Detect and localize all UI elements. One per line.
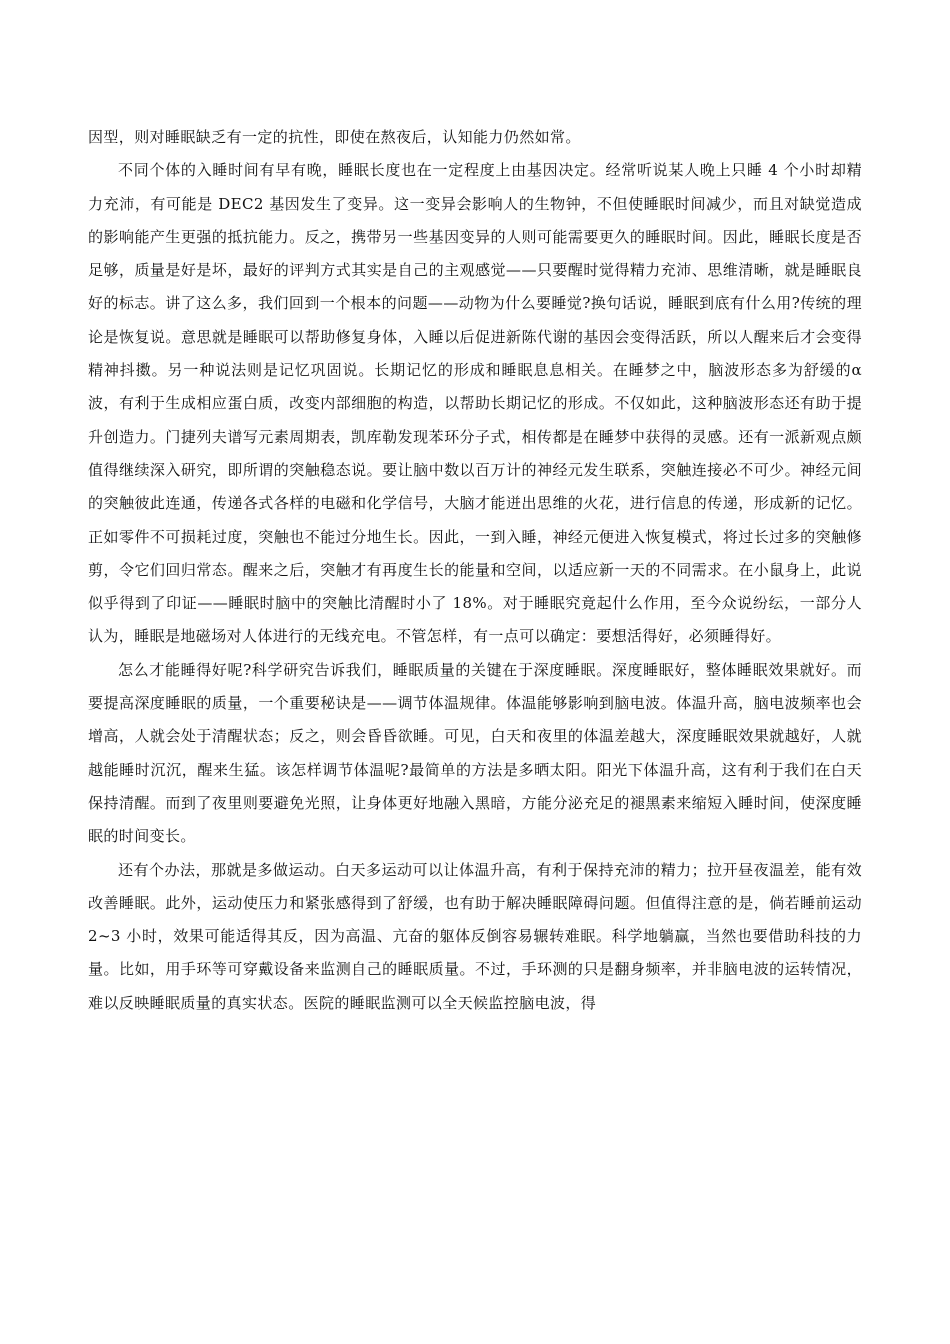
- paragraph-deep-sleep-temperature: 怎么才能睡得好呢?科学研究告诉我们，睡眠质量的关键在于深度睡眠。深度睡眠好，整体睡眠效果就好。而要提高深度睡眠的质量，一个重要秘诀是——调节体温规律。体温能够影响到脑电波。体温升高，脑电波频率也会增高，人就会处于清醒状态；反之，则会昏昏欲睡。可见，白天和夜里的体温差越大，深度睡眠效果就越好，人就越能睡时沉沉，醒来生猛。该怎样调节体温呢?最简单的方法是多晒太阳。阳光下体温升高，这有利于我们在白天保持清醒。而到了夜里则要避免光照，让身体更好地融入黑暗，方能分泌充足的褪黑素来缩短入睡时间，使深度睡眠的时间变长。: [88, 660, 862, 846]
- paragraph-exercise-and-technology: 还有个办法，那就是多做运动。白天多运动可以让体温升高，有利于保持充沛的精力；拉开昼夜温差，能有效改善睡眠。此外，运动使压力和紧张感得到了舒缓，也有助于解决睡眠障碍问题。但值得注意的是，倘若睡前运动 2~3 小时，效果可能适得其反，因为高温、亢奋的躯体反倒容易辗转难眠。科学地躺赢，当然也要借助科技的力量。比如，用手环等可穿戴设备来监测自己的睡眠质量。不过，手环测的只是翻身频率，并非脑电波的运转情况，难以反映睡眠质量的真实状态。医院的睡眠监测可以全天候监控脑电波，得: [88, 860, 862, 1012]
- paragraph-continuation: 因型，则对睡眠缺乏有一定的抗性，即使在熬夜后，认知能力仍然如常。: [88, 128, 581, 146]
- paragraph-sleep-genes-and-functions: 不同个体的入睡时间有早有晚，睡眠长度也在一定程度上由基因决定。经常听说某人晚上只睡 4 个小时却精力充沛，有可能是 DEC2 基因发生了变异。这一变异会影响人的生物钟，不但使睡眠时间减少，而且对缺觉造成的影响能产生更强的抵抗能力。反之，携带另一些基因变异的人则可能需要更久的睡眠时间。因此，睡眠长度是否足够，质量是好是坏，最好的评判方式其实是自己的主观感觉——只要醒时觉得精力充沛、思维清晰，就是睡眠良好的标志。讲了这么多，我们回到一个根本的问题——动物为什么要睡觉?换句话说，睡眠到底有什么用?传统的理论是恢复说。意思就是睡眠可以帮助修复身体，入睡以后促进新陈代谢的基因会变得活跃，所以人醒来后才会变得精神抖擞。另一种说法则是记忆巩固说。长期记忆的形成和睡眠息息相关。在睡梦之中，脑波形态多为舒缓的α波，有利于生成相应蛋白质，改变内部细胞的构造，以帮助长期记忆的形成。不仅如此，这种脑波形态还有助于提升创造力。门捷列夫谱写元素周期表，凯库勒发现苯环分子式，相传都是在睡梦中获得的灵感。还有一派新观点颇值得继续深入研究，即所谓的突触稳态说。要让脑中数以百万计的神经元发生联系，突触连接必不可少。神经元间的突触彼此连通，传递各式各样的电磁和化学信号，大脑才能迸出思维的火花，进行信息的传递，形成新的记忆。正如零件不可损耗过度，突触也不能过分地生长。因此，一到入睡，神经元便进入恢复模式，将过长过多的突触修剪，令它们回归常态。醒来之后，突触才有再度生长的能量和空间，以适应新一天的不同需求。在小鼠身上，此说似乎得到了印证——睡眠时脑中的突触比清醒时小了 18%。对于睡眠究竟起什么作用，至今众说纷纭，一部分人认为，睡眠是地磁场对人体进行的无线充电。不管怎样，有一点可以确定：要想活得好，必须睡得好。: [88, 161, 862, 646]
- article-body: [88, 121, 862, 1020]
